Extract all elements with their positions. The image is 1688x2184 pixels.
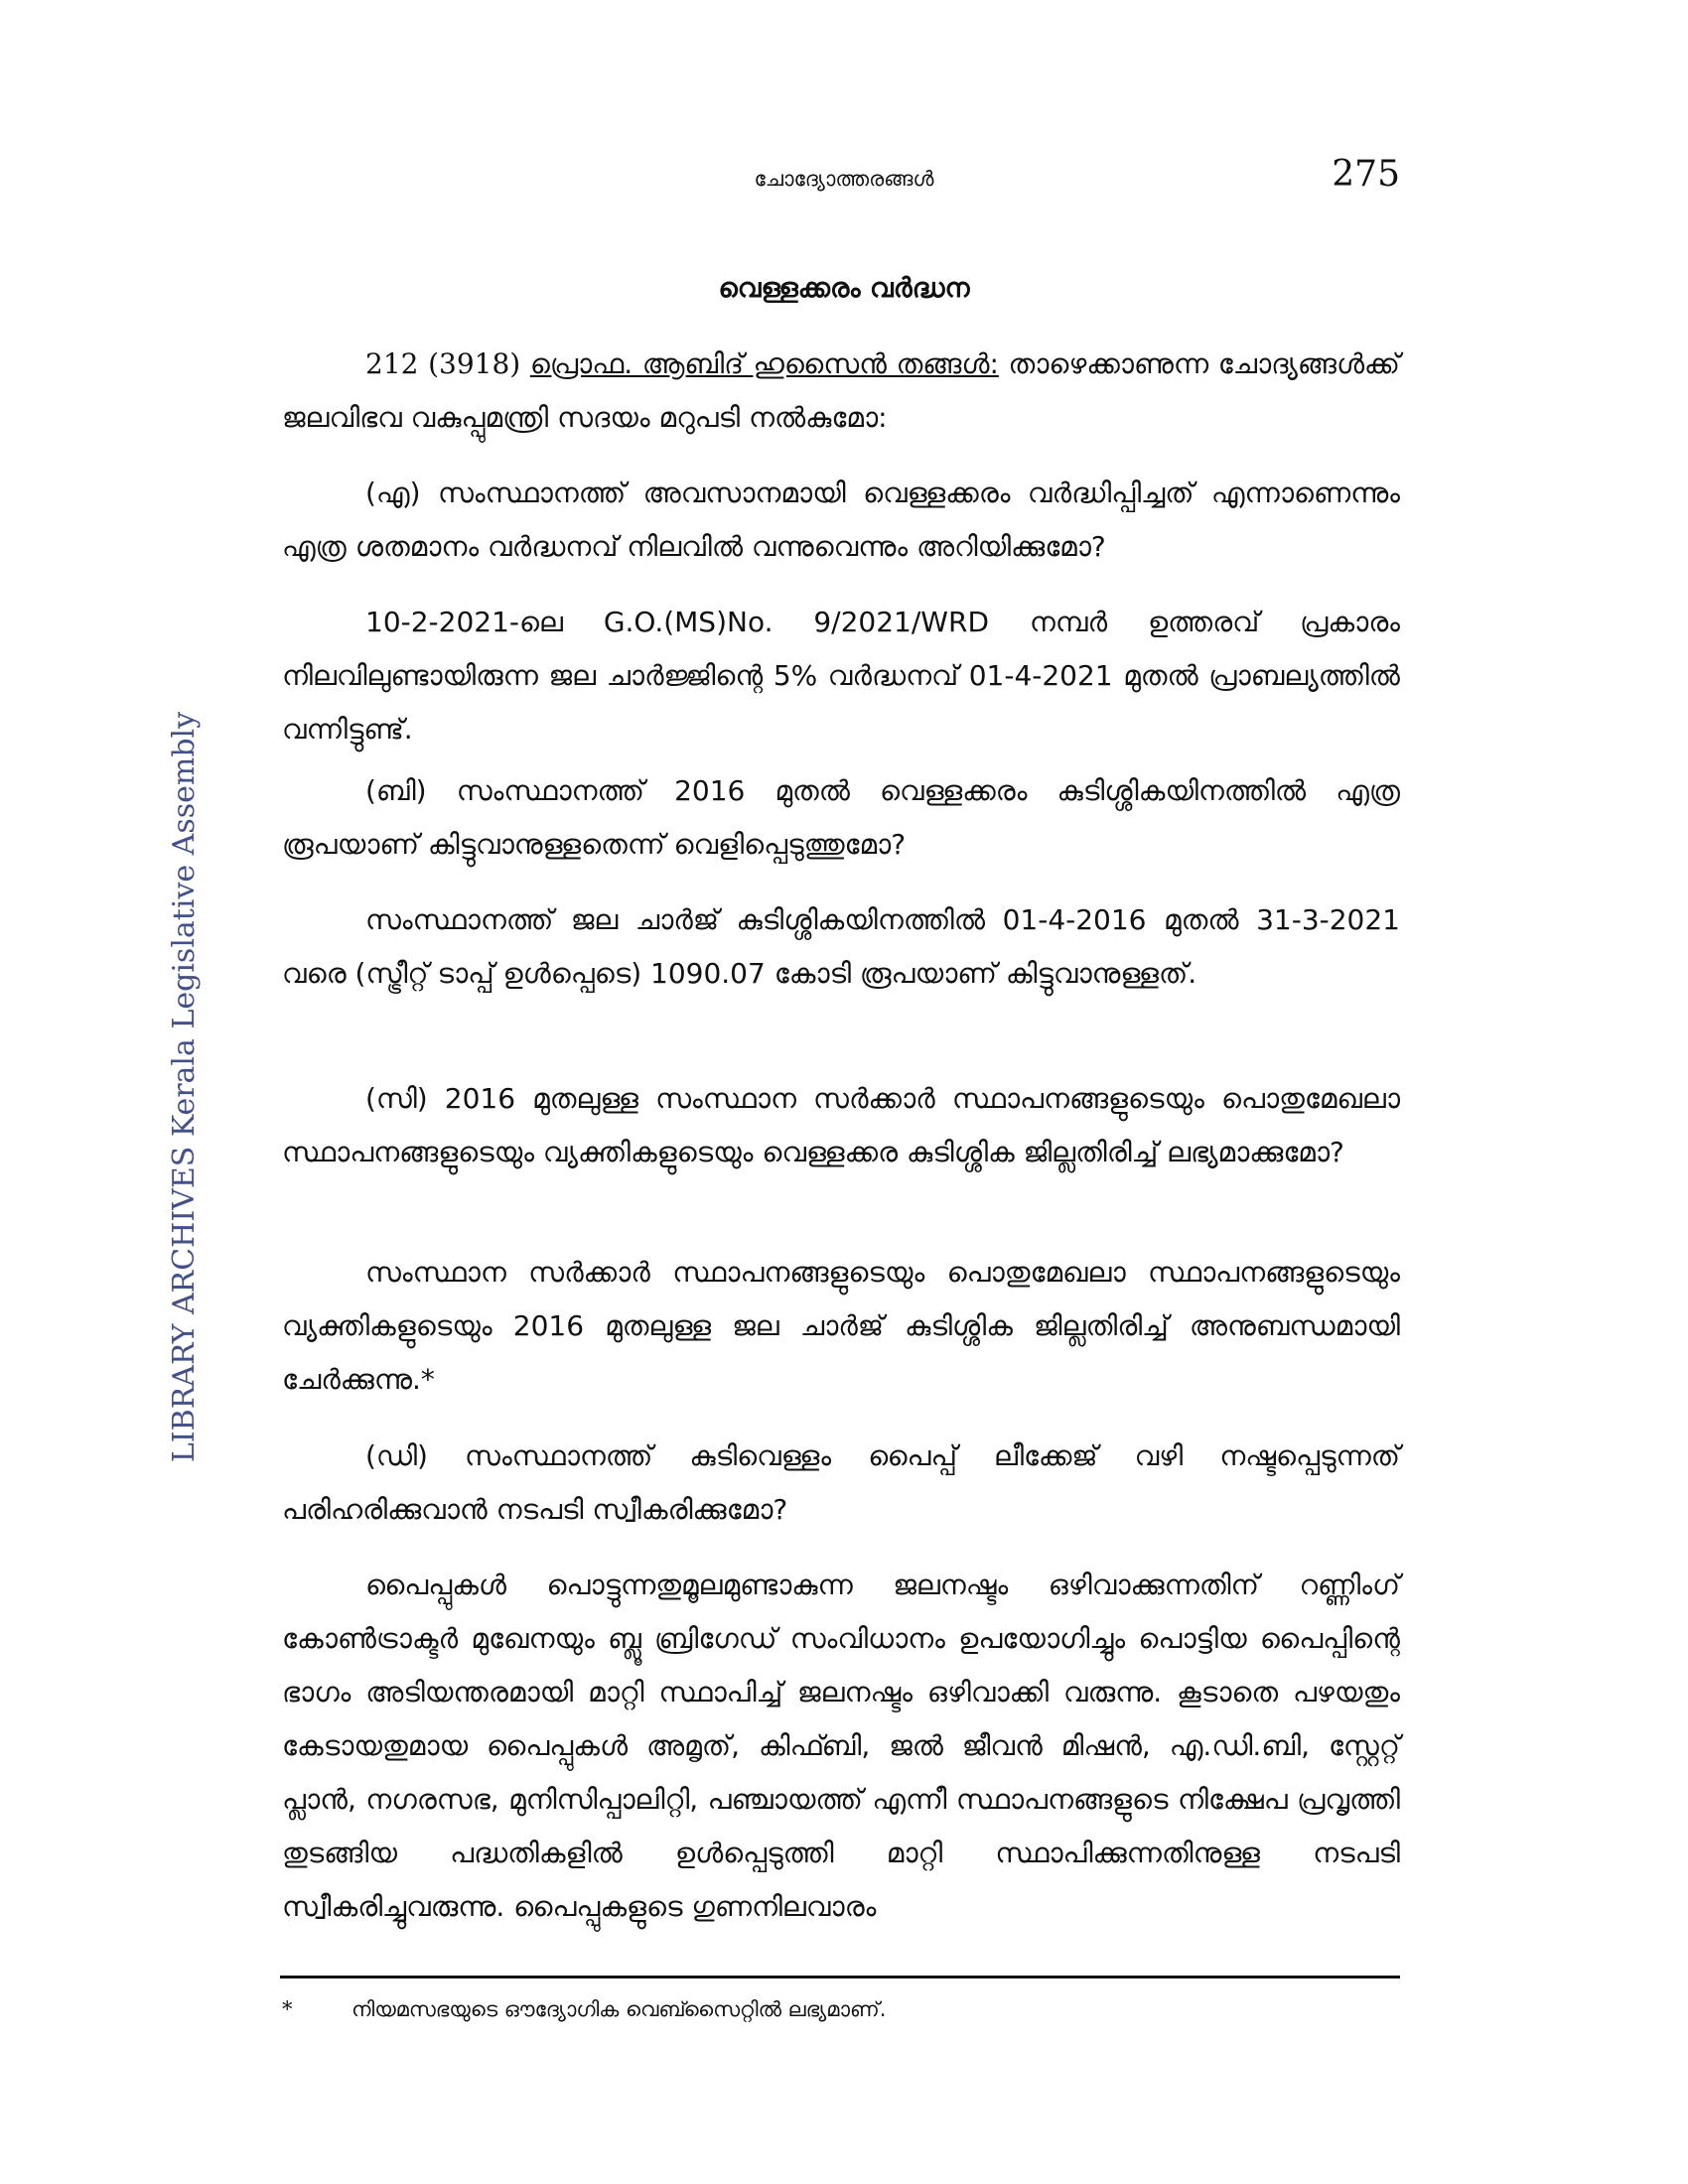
answer-a-block [282,596,1400,756]
footnote-text: നിയമസഭയുടെ ഔദ്യോഗിക വെബ്സൈറ്റിൽ ലഭ്യമാണ്. [352,1997,887,2021]
answer-b: സംസ്ഥാനത്ത് ജല ചാർജ് കുടിശ്ശികയിനത്തിൽ 01-4-2016 മുതൽ 31-3-2021 വരെ (സ്ട്രീറ്റ് ടാപ്പ് ഉൾപ്പെടെ) 1090.07 കോടി രൂപയാണ് കിട്ടുവാനുള്ളത്. [282,903,1400,990]
answer-a: 10-2-2021-ലെ G.O.(MS)No. 9/2021/WRD നമ്പർ ഉത്തരവ് പ്രകാരം നിലവിലുണ്ടായിരുന്ന ജല ചാർജ്ജിന്റെ 5% വർദ്ധനവ് 01-4-2021 മുതൽ പ്രാബല്യത്തിൽ വന്നിട്ടുണ്ട്. [282,606,1400,746]
question-a: (എ) സംസ്ഥാനത്ത് അവസാനമായി വെള്ളക്കരം വർദ്ധിപ്പിച്ചത് എന്നാണെന്നും എത്ര ശതമാനം വർദ്ധനവ് നിലവിൽ വന്നുവെന്നും അറിയിക്കുമോ? [282,477,1400,563]
answer-c-block [282,1246,1400,1407]
running-header-title: ചോദ്യോത്തരങ്ങൾ [754,167,934,191]
page-number: 275 [1332,154,1400,195]
question-intro [282,338,1400,445]
footnote-divider [280,1976,1400,1979]
question-d: (ഡി) സംസ്ഥാനത്ത് കുടിവെള്ളം പൈപ്പ് ലീക്കേജ് വഴി നഷ്ടപ്പെടുന്നത് പരിഹരിക്കുവാൻ നടപടി സ്വീകരിക്കുമോ? [282,1439,1400,1526]
question-b-block [282,764,1400,872]
question-intro-paragraph [282,338,1400,445]
archive-watermark-label: LIBRARY ARCHIVES Kerala Legislative Assembly [167,711,202,1463]
answer-d-block [282,1559,1400,1934]
question-a-block [282,467,1400,574]
member-name: പ്രൊഫ. ആബിദ് ഹുസൈൻ തങ്ങൾ: [529,347,999,380]
question-number: 212 (3918) [365,347,521,380]
footnote [282,1997,1374,2022]
answer-c: സംസ്ഥാന സർക്കാർ സ്ഥാപനങ്ങളുടെയും പൊതുമേഖലാ സ്ഥാപനങ്ങളുടെയും വ്യക്തികളുടെയും 2016 മുതലുള്ള ജല ചാർജ് കുടിശ്ശിക ജില്ലതിരിച്ച് അനുബന്ധമായി ചേർക്കുന്നു.* [282,1256,1400,1396]
footnote-mark: * [282,1997,293,2021]
section-heading: വെള്ളക്കരം വർദ്ധന [718,273,970,304]
question-d-block [282,1430,1400,1537]
question-b: (ബി) സംസ്ഥാനത്ത് 2016 മുതൽ വെള്ളക്കരം കുടിശ്ശികയിനത്തിൽ എത്ര രൂപയാണ് കിട്ടുവാനുള്ളതെന്ന് വെളിപ്പെടുത്തുമോ? [282,774,1400,861]
answer-d: പൈപ്പുകൾ പൊട്ടുന്നതുമൂലമുണ്ടാകുന്ന ജലനഷ്ടം ഒഴിവാക്കുന്നതിന് റണ്ണിംഗ് കോൺട്രാക്ടർ മുഖേനയും ബ്ലൂ ബ്രിഗേഡ് സംവിധാനം ഉപയോഗിച്ചും പൊട്ടിയ പൈപ്പിന്റെ ഭാഗം അടിയന്തരമായി മാറ്റി സ്ഥാപിച്ച് ജലനഷ്ടം ഒഴിവാക്കി വരുന്നു. കൂടാതെ പഴയതും കേടായതുമായ പൈപ്പുകൾ അമൃത്, കിഫ്ബി, ജൽ ജീവൻ മിഷൻ, എ.ഡി.ബി, സ്റ്റേറ്റ് പ്ലാൻ, നഗരസഭ, മുനിസിപ്പാലിറ്റി, പഞ്ചായത്ത് എന്നീ സ്ഥാപനങ്ങളുടെ നിക്ഷേപ പ്രവൃത്തി തുടങ്ങിയ പദ്ധതികളിൽ ഉൾപ്പെടുത്തി മാറ്റി സ്ഥാപിക്കുന്നതിനുള്ള നടപടി സ്വീകരിച്ചുവരുന്നു. പൈപ്പുകളുടെ ഗുണനിലവാരം [282,1569,1400,1923]
question-c-block [282,1072,1400,1179]
question-c: (സി) 2016 മുതലുള്ള സംസ്ഥാന സർക്കാർ സ്ഥാപനങ്ങളുടെയും പൊതുമേഖലാ സ്ഥാപനങ്ങളുടെയും വ്യക്തികളുടെയും വെള്ളക്കര കുടിശ്ശിക ജില്ലതിരിച്ച് ലഭ്യമാക്കുമോ? [282,1082,1400,1168]
question-intro-text: താഴെക്കാണുന്ന ചോദ്യങ്ങൾക്ക് ജലവിഭവ വകുപ്പുമന്ത്രി സദയം മറുപടി നൽകുമോ: [282,347,1401,434]
answer-b-block [282,893,1400,1001]
